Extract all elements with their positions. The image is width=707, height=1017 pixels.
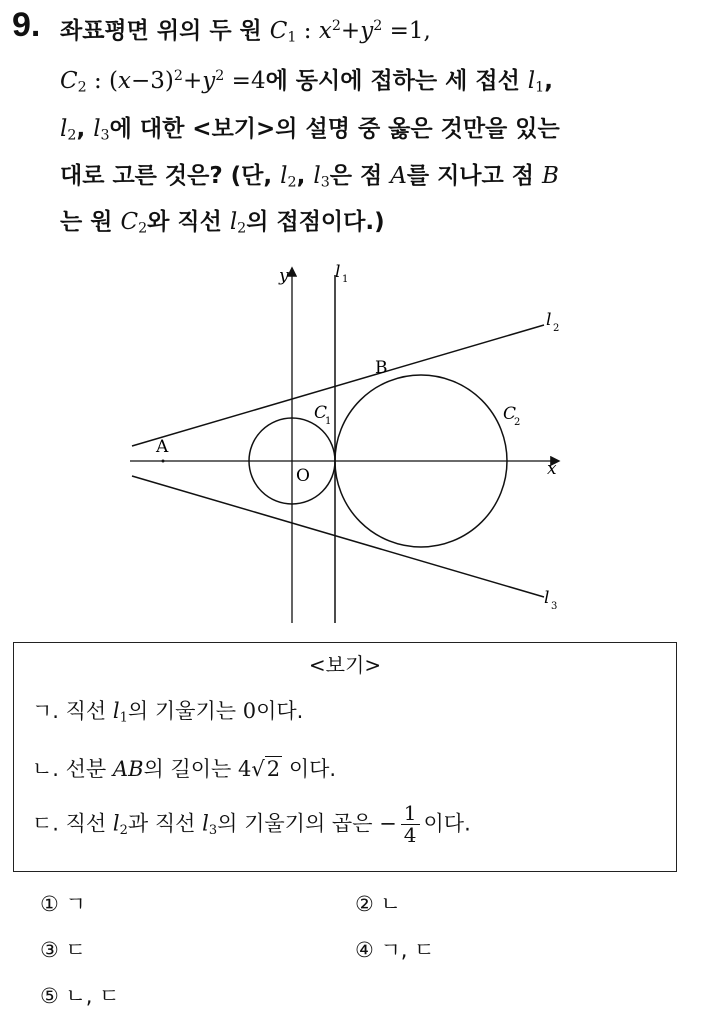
question-number: 9. — [12, 6, 41, 44]
label-c2: C — [503, 404, 517, 424]
label-c1: C — [314, 403, 328, 423]
label-origin: O — [296, 466, 310, 486]
label-point-b: B — [375, 358, 388, 378]
label-point-a: A — [156, 437, 169, 457]
choice-5[interactable]: ⑤ ㄴ, ㄷ — [40, 984, 120, 1008]
question-line-4: 대로 고른 것은? (단, $l_2$, $l_3$은 점 A를 지나고 점 B — [60, 163, 559, 191]
label-l3: l — [544, 588, 550, 608]
label-l3-sub: 3 — [551, 601, 558, 612]
circles-tangent-figure — [120, 255, 570, 630]
tangent-line-l3 — [132, 476, 544, 597]
label-l2-sub: 2 — [553, 323, 560, 334]
bogi-item-giyeok: ㄱ. 직선 $l_1$의 기울기는 0이다. — [32, 699, 304, 726]
choice-1[interactable]: ① ㄱ — [40, 892, 86, 916]
question-line-2: $C_2$ : $(x-3)^2+y^2 =4$에 동시에 접하는 세 접선 $l_1$, — [60, 68, 553, 96]
choice-2[interactable]: ② ㄴ — [355, 892, 401, 916]
label-x-axis: x — [547, 459, 557, 479]
bogi-title: <보기> — [308, 653, 382, 677]
sqrt-symbol: √2 — [251, 757, 281, 781]
point-a-dot — [162, 460, 165, 463]
question-line-3: $l_2$, $l_3$에 대한 <보기>의 설명 중 옳은 것만을 있는 — [60, 116, 560, 144]
label-c1-sub: 1 — [325, 416, 332, 427]
label-l1: l — [335, 262, 341, 282]
bogi-item-digeut: ㄷ. 직선 $l_2$과 직선 $l_3$의 기울기의 곱은 − $\frac{1}{4}$ 이다. — [32, 801, 471, 847]
choice-3[interactable]: ③ ㄷ — [40, 938, 86, 962]
fraction-one-quarter: $\frac{1}{4}$ — [401, 803, 420, 846]
bogi-item-nieun: ㄴ. 선분 AB의 길이는 4√2 이다. — [32, 757, 337, 781]
bogi-box — [13, 642, 677, 872]
tangent-line-l2 — [132, 325, 544, 446]
label-c2-sub: 2 — [514, 417, 521, 428]
label-l2: l — [546, 310, 552, 330]
label-y-axis: y — [279, 266, 289, 286]
choice-4[interactable]: ④ ㄱ, ㄷ — [355, 938, 435, 962]
question-line-1: 좌표평면 위의 두 원 $C_1$ : $x^2+y^2 =1$, — [60, 18, 431, 46]
question-line-5: 는 원 $C_2$와 직선 $l_2$의 접점이다.) — [60, 209, 385, 237]
label-l1-sub: 1 — [342, 274, 349, 285]
